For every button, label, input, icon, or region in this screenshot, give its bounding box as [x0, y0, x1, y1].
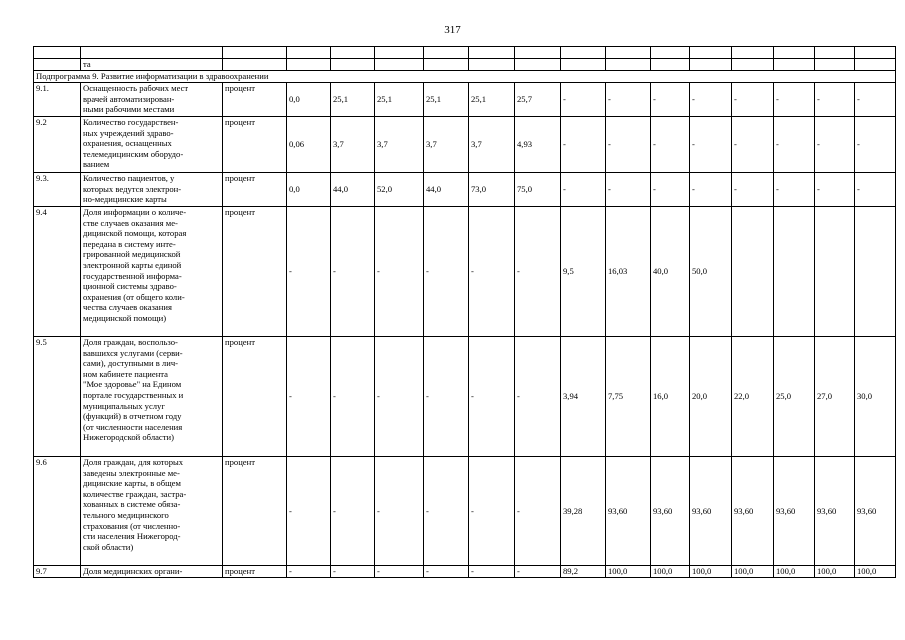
indicator-name-line: муниципальных услуг	[83, 400, 165, 411]
value-cell: 16,0	[651, 337, 690, 457]
value-cell: 3,94	[561, 337, 606, 457]
page-number: 317	[444, 24, 461, 36]
value-cell: -	[606, 117, 651, 173]
indicator-name-line: тельного медицинского	[83, 509, 169, 520]
indicator-name-line: "Мое здоровье" на Едином	[83, 379, 182, 390]
unit-cell: процент	[223, 337, 287, 457]
table-row-subprogram	[34, 71, 896, 83]
indicator-name-line: медицинской помощи)	[83, 312, 167, 323]
unit-cell: процент	[223, 566, 287, 578]
value-cell: 0,0	[287, 83, 331, 117]
value-cell: 3,7	[375, 117, 424, 173]
value-cell: 100,0	[606, 566, 651, 578]
indicator-name-line: ными рабочими местами	[83, 104, 175, 115]
value-cell: -	[855, 117, 896, 173]
value-cell: 25,7	[515, 83, 561, 117]
value-cell: 100,0	[815, 566, 855, 578]
value-cell: -	[606, 173, 651, 207]
indicator-name-line: страхования (от численно-	[83, 520, 181, 531]
value-cell: -	[774, 117, 815, 173]
indicator-name-line: Количество государствен-	[83, 117, 179, 127]
value-cell: 73,0	[469, 173, 515, 207]
table-row	[34, 83, 896, 117]
value-cell: 44,0	[331, 173, 375, 207]
indicator-name-line: Доля медицинских органи-	[83, 566, 183, 576]
value-cell: 0,06	[287, 117, 331, 173]
value-cell: -	[815, 173, 855, 207]
value-cell: 100,0	[690, 566, 732, 578]
indicator-name-line: вавшихся услугами (серви-	[83, 347, 183, 358]
value-cell: -	[469, 207, 515, 337]
indicator-name-line: Количество пациентов, у	[83, 173, 175, 183]
indicator-name-line: (функций) в отчетном году	[83, 411, 182, 422]
unit-cell: процент	[223, 117, 287, 173]
value-cell: -	[331, 566, 375, 578]
continuation-text: та	[81, 59, 223, 71]
value-cell: -	[690, 117, 732, 173]
value-cell: 27,0	[815, 337, 855, 457]
indicator-name-line: которых ведутся электрон-	[83, 183, 182, 194]
value-cell: -	[424, 207, 469, 337]
table-row	[34, 337, 896, 457]
value-cell: -	[331, 207, 375, 337]
value-cell: -	[424, 337, 469, 457]
value-cell: 3,7	[331, 117, 375, 173]
unit-cell: процент	[223, 83, 287, 117]
indicator-name-line: Доля граждан, для которых	[83, 457, 184, 467]
value-cell: 25,1	[375, 83, 424, 117]
value-cell: -	[287, 207, 331, 337]
value-cell: -	[732, 117, 774, 173]
table-row	[34, 457, 896, 566]
indicator-name-line: охранения, оснащенных	[83, 138, 172, 149]
value-cell: 93,60	[732, 457, 774, 566]
indicator-name-line: (от численности населения	[83, 421, 183, 432]
indicator-name	[81, 83, 223, 117]
indicator-name-line: телемедицинским оборудо-	[83, 148, 184, 159]
row-number: 9.2	[34, 117, 81, 173]
indicator-name-line: Нижегородской области)	[83, 432, 174, 443]
value-cell: -	[375, 337, 424, 457]
indicator-name-line: количестве граждан, застра-	[83, 488, 187, 499]
table-row-continuation	[34, 59, 896, 71]
unit-cell: процент	[223, 173, 287, 207]
indicator-name-line: ных учреждений здраво-	[83, 127, 174, 138]
value-cell: 0,0	[287, 173, 331, 207]
value-cell: -	[515, 207, 561, 337]
indicator-name	[81, 117, 223, 173]
value-cell: 93,60	[651, 457, 690, 566]
value-cell: 30,0	[855, 337, 896, 457]
value-cell: 3,7	[469, 117, 515, 173]
indicator-name	[81, 566, 223, 578]
indicator-name-line: Оснащенность рабочих мест	[83, 83, 189, 93]
value-cell: -	[515, 566, 561, 578]
row-number: 9.3.	[34, 173, 81, 207]
value-cell: -	[424, 457, 469, 566]
value-cell: 44,0	[424, 173, 469, 207]
indicator-name-line: Доля информации о количе-	[83, 207, 187, 217]
value-cell: -	[287, 566, 331, 578]
row-number: 9.1.	[34, 83, 81, 117]
indicator-name-line: заведены электронные ме-	[83, 467, 180, 478]
indicator-name-line: ном кабинете пациента	[83, 368, 168, 379]
indicator-name-line: ционной системы здраво-	[83, 281, 177, 292]
value-cell: -	[732, 83, 774, 117]
indicator-name-line: чества случаев оказания	[83, 302, 172, 313]
value-cell: 25,1	[469, 83, 515, 117]
value-cell: -	[855, 83, 896, 117]
table-row	[34, 117, 896, 173]
value-cell: 50,0	[690, 207, 732, 337]
subprogram-title: Подпрограмма 9. Развитие информатизации в здравоохранении	[34, 71, 896, 83]
value-cell: -	[331, 457, 375, 566]
value-cell: -	[375, 457, 424, 566]
value-cell: -	[561, 173, 606, 207]
value-cell: 25,0	[774, 337, 815, 457]
value-cell: 100,0	[651, 566, 690, 578]
indicator-name-line: врачей автоматизирован-	[83, 93, 175, 104]
value-cell: -	[815, 117, 855, 173]
value-cell: 93,60	[855, 457, 896, 566]
table-row	[34, 566, 896, 578]
value-cell: -	[424, 566, 469, 578]
value-cell	[815, 207, 855, 337]
value-cell: 93,60	[774, 457, 815, 566]
unit-cell: процент	[223, 207, 287, 337]
value-cell: -	[732, 173, 774, 207]
value-cell: -	[287, 337, 331, 457]
value-cell: 40,0	[651, 207, 690, 337]
value-cell: -	[469, 566, 515, 578]
value-cell: -	[561, 83, 606, 117]
indicator-name-line: но-медицинские карты	[83, 194, 167, 205]
value-cell: -	[469, 457, 515, 566]
value-cell: -	[287, 457, 331, 566]
table-row	[34, 207, 896, 337]
value-cell: -	[651, 117, 690, 173]
indicator-name	[81, 207, 223, 337]
indicator-name-line: грированной медицинской	[83, 249, 181, 260]
indicator-name-line: передана в систему инте-	[83, 238, 176, 249]
value-cell: 39,28	[561, 457, 606, 566]
row-number: 9.4	[34, 207, 81, 337]
indicator-name-line: ской области)	[83, 541, 134, 552]
value-cell: 93,60	[815, 457, 855, 566]
value-cell: -	[561, 117, 606, 173]
indicator-name-line: Доля граждан, воспользо-	[83, 337, 178, 347]
value-cell: 7,75	[606, 337, 651, 457]
table-row	[34, 173, 896, 207]
indicator-name-line: дицинской помощи, которая	[83, 228, 187, 239]
indicator-name-line: портале государственных и	[83, 389, 184, 400]
indicator-name-line: стве случаев оказания ме-	[83, 217, 178, 228]
indicator-name-line: сами), доступными в лич-	[83, 358, 179, 369]
row-number: 9.5	[34, 337, 81, 457]
value-cell: 52,0	[375, 173, 424, 207]
value-cell: -	[375, 566, 424, 578]
value-cell: 25,1	[424, 83, 469, 117]
value-cell	[732, 207, 774, 337]
value-cell: 75,0	[515, 173, 561, 207]
value-cell: 16,03	[606, 207, 651, 337]
value-cell: -	[331, 337, 375, 457]
value-cell: 93,60	[690, 457, 732, 566]
value-cell: -	[774, 173, 815, 207]
indicator-name-line: ванием	[83, 159, 110, 170]
value-cell	[774, 207, 815, 337]
value-cell: 100,0	[855, 566, 896, 578]
indicator-name	[81, 457, 223, 566]
value-cell: 9,5	[561, 207, 606, 337]
indicator-name-line: охранения (от общего коли-	[83, 291, 185, 302]
indicator-name	[81, 173, 223, 207]
value-cell: -	[606, 83, 651, 117]
row-number: 9.7	[34, 566, 81, 578]
value-cell: 22,0	[732, 337, 774, 457]
indicator-name-line: хованных в системе обяза-	[83, 499, 181, 510]
table-row-blank	[34, 47, 896, 59]
value-cell: 25,1	[331, 83, 375, 117]
indicator-name-line: дицинские карты, в общем	[83, 478, 181, 489]
value-cell: 93,60	[606, 457, 651, 566]
value-cell: 100,0	[732, 566, 774, 578]
row-number: 9.6	[34, 457, 81, 566]
value-cell: -	[469, 337, 515, 457]
indicator-name-line: электронной карты единой	[83, 259, 182, 270]
value-cell: -	[855, 173, 896, 207]
value-cell: -	[651, 83, 690, 117]
indicator-name-line: сти населения Нижегород-	[83, 531, 181, 542]
indicators-table	[33, 46, 896, 578]
value-cell: 100,0	[774, 566, 815, 578]
value-cell: -	[515, 457, 561, 566]
value-cell: 3,7	[424, 117, 469, 173]
value-cell: -	[515, 337, 561, 457]
unit-cell: процент	[223, 457, 287, 566]
value-cell: -	[651, 173, 690, 207]
value-cell	[855, 207, 896, 337]
value-cell: 4,93	[515, 117, 561, 173]
value-cell: -	[690, 173, 732, 207]
value-cell: -	[815, 83, 855, 117]
value-cell: 20,0	[690, 337, 732, 457]
value-cell: 89,2	[561, 566, 606, 578]
value-cell: -	[375, 207, 424, 337]
value-cell: -	[774, 83, 815, 117]
value-cell: -	[690, 83, 732, 117]
indicator-name	[81, 337, 223, 457]
indicator-name-line: государственной информа-	[83, 270, 182, 281]
